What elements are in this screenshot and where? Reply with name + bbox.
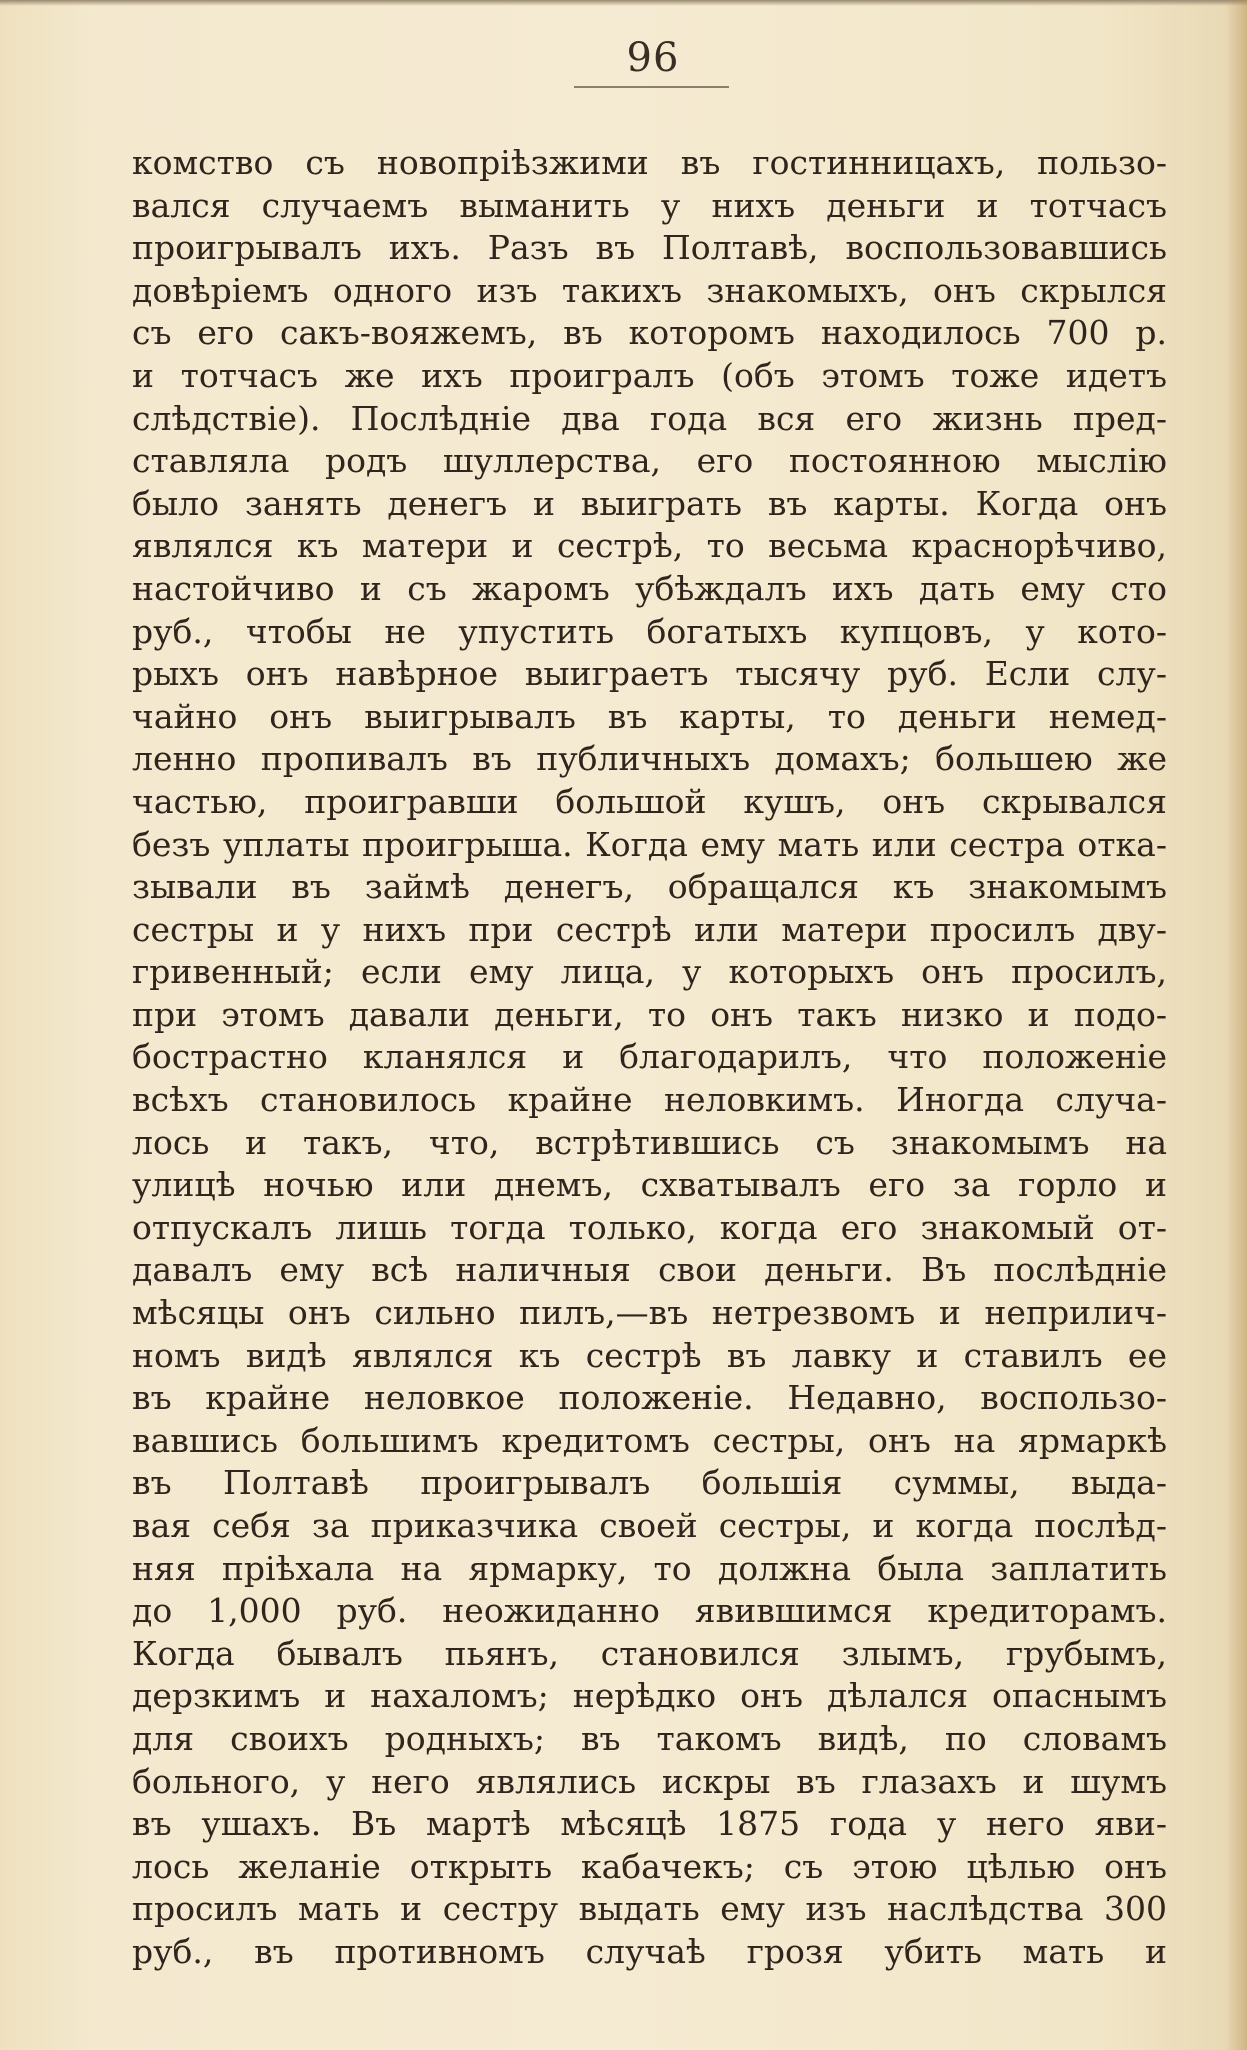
text-line-31: вавшись большимъ кредитомъ сестры, онъ на ярмаркѣ — [132, 1420, 1167, 1460]
text-line-24: лось и такъ, что, встрѣтившись съ знакомымъ на — [132, 1122, 1167, 1162]
text-line-16: частью, проигравши большой кушъ, онъ скрывался — [132, 781, 1167, 821]
text-line-12: руб., чтобы не упустить богатыхъ купцовъ, у кото- — [132, 611, 1167, 651]
text-line-17: безъ уплаты проигрыша. Когда ему мать или сестра отка- — [132, 824, 1167, 864]
text-line-20: гривенный; если ему лица, у которыхъ онъ просилъ, — [132, 952, 1167, 992]
text-line-36: Когда бывалъ пьянъ, становился злымъ, грубымъ, — [132, 1633, 1167, 1673]
text-line-14: чайно онъ выигрывалъ въ карты, то деньги немед- — [132, 696, 1167, 736]
text-line-29: номъ видѣ являлся къ сестрѣ въ лавку и ставилъ ее — [132, 1335, 1167, 1375]
text-line-38: для своихъ родныхъ; въ такомъ видѣ, по словамъ — [132, 1718, 1167, 1758]
text-line-30: въ крайне неловкое положеніе. Недавно, воспользо- — [132, 1378, 1167, 1418]
text-line-4: довѣріемъ одного изъ такихъ знакомыхъ, онъ скрылся — [132, 270, 1167, 310]
page-number: 96 — [626, 35, 680, 81]
text-line-43: руб., въ противномъ случаѣ грозя убить мать и — [132, 1931, 1167, 1971]
text-line-25: улицѣ ночью или днемъ, схватывалъ его за горло и — [132, 1165, 1167, 1205]
text-line-3: проигрывалъ ихъ. Разъ въ Полтавѣ, воспользовавшись — [132, 228, 1167, 268]
text-line-39: больного, у него являлись искры въ глазахъ и шумъ — [132, 1761, 1167, 1801]
text-line-27: давалъ ему всѣ наличныя свои деньги. Въ послѣдніе — [132, 1250, 1167, 1290]
text-line-11: настойчиво и съ жаромъ убѣждалъ ихъ дать ему сто — [132, 568, 1167, 608]
text-line-40: въ ушахъ. Въ мартѣ мѣсяцѣ 1875 года у него яви- — [132, 1804, 1167, 1844]
page-top-edge — [0, 0, 1247, 6]
text-line-34: няя пріѣхала на ярмарку, то должна была заплатить — [132, 1548, 1167, 1588]
text-line-33: вая себя за приказчика своей сестры, и когда послѣд- — [132, 1506, 1167, 1545]
text-line-10: являлся къ матери и сестрѣ, то весьма краснорѣчиво, — [132, 526, 1167, 566]
text-line-35: до 1,000 руб. неожиданно явившимся кредиторамъ. — [132, 1591, 1167, 1631]
header-rule — [574, 86, 729, 88]
text-line-13: рыхъ онъ навѣрное выиграетъ тысячу руб. Если слу- — [132, 654, 1167, 694]
text-line-28: мѣсяцы онъ сильно пилъ,—въ нетрезвомъ и неприлич- — [132, 1293, 1167, 1333]
page-right-edge-shadow — [1225, 0, 1247, 2050]
text-line-23: всѣхъ становилось крайне неловкимъ. Иногда случа- — [132, 1080, 1167, 1120]
text-line-32: въ Полтавѣ проигрывалъ большія суммы, выда- — [132, 1463, 1167, 1503]
text-line-6: и тотчасъ же ихъ проигралъ (объ этомъ тоже идетъ — [132, 355, 1167, 395]
text-line-26: отпускалъ лишь тогда только, когда его знакомый от- — [132, 1207, 1167, 1247]
text-line-21: при этомъ давали деньги, то онъ такъ низко и подо- — [132, 994, 1167, 1034]
body-text — [132, 142, 1167, 1974]
text-line-9: было занять денегъ и выиграть въ карты. Когда онъ — [132, 483, 1167, 523]
text-line-42: просилъ мать и сестру выдать ему изъ наслѣдства 300 — [132, 1889, 1167, 1929]
text-line-18: зывали въ займѣ денегъ, обращался къ знакомымъ — [132, 867, 1167, 907]
text-line-22: бострастно кланялся и благодарилъ, что положеніе — [132, 1037, 1167, 1077]
text-line-2: вался случаемъ выманить у нихъ деньги и тотчасъ — [132, 185, 1167, 225]
text-line-15: ленно пропивалъ въ публичныхъ домахъ; большею же — [132, 739, 1167, 779]
text-line-1: комство съ новопріѣзжими въ гостинницахъ, пользо- — [132, 143, 1167, 182]
text-line-41: лось желаніе открыть кабачекъ; съ этою цѣлью онъ — [132, 1846, 1167, 1886]
text-line-8: ставляла родъ шуллерства, его постоянною мыслію — [132, 441, 1167, 481]
text-line-37: дерзкимъ и нахаломъ; нерѣдко онъ дѣлался опаснымъ — [132, 1676, 1167, 1716]
text-line-19: сестры и у нихъ при сестрѣ или матери просилъ дву- — [132, 909, 1167, 949]
text-line-5: съ его сакъ-вояжемъ, въ которомъ находилось 700 р. — [132, 313, 1167, 353]
text-line-7: слѣдствіе). Послѣдніе два года вся его жизнь пред- — [132, 398, 1167, 438]
